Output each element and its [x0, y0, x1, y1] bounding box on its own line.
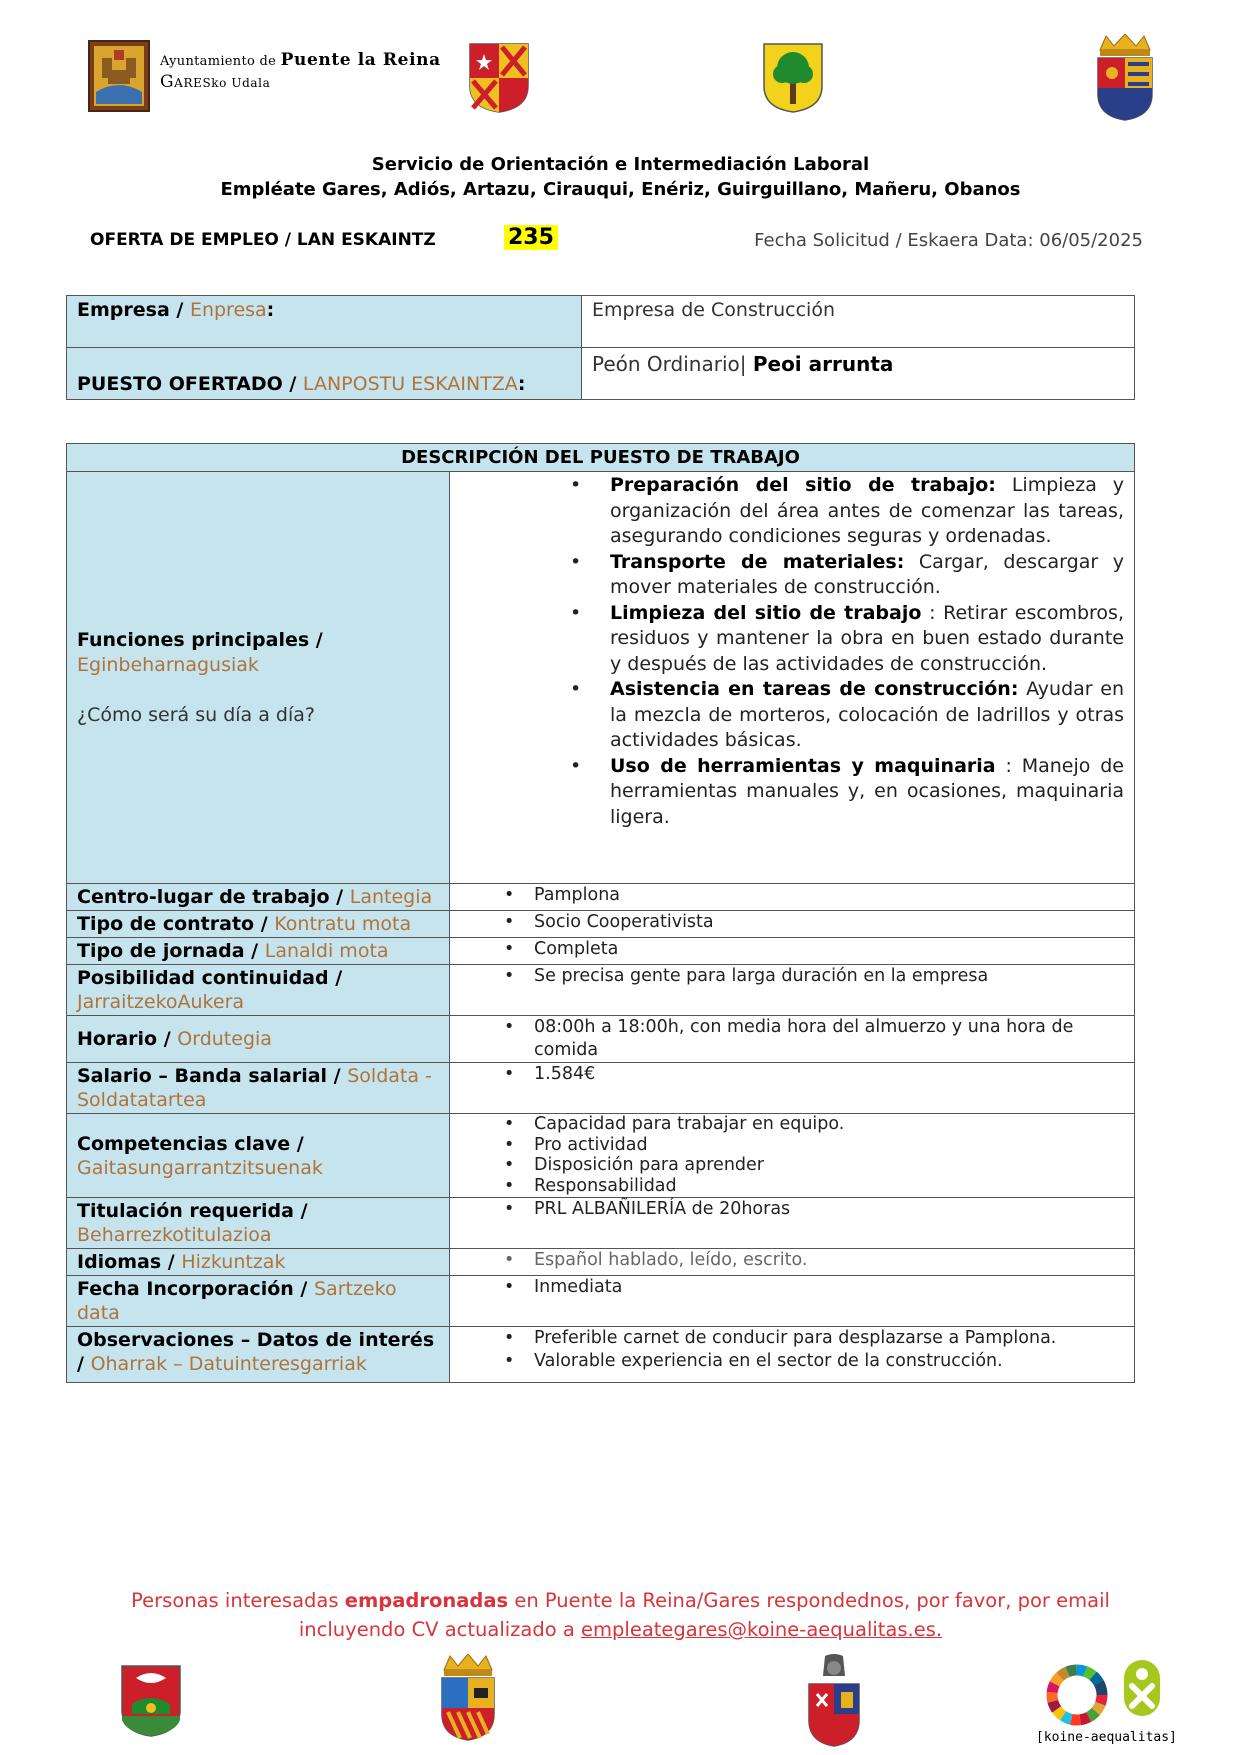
row-label: Observaciones – Datos de interés: [77, 1329, 435, 1351]
row-value-list: [450, 965, 1134, 988]
town-name: [160, 50, 441, 92]
funcion-text: : Manejo de herramientas manuales y, en ocasiones, maquinaria ligera.: [610, 754, 1124, 828]
manieru-crest: [805, 1654, 863, 1752]
town-prefix: Ayuntamiento de: [160, 54, 277, 69]
row-value-item: • Se precisa gente para larga duración en la empresa: [450, 965, 1134, 988]
eneriz-crest: [120, 1664, 182, 1742]
empresa-label-eu: Enpresa: [189, 299, 267, 321]
puesto-label-cell: PUESTO OFERTADO / LANPOSTU ESKAINTZA:: [67, 348, 582, 400]
funcion-text: Ayudar en la mezcla de morteros, colocación de ladrillos y otras actividades básicas.: [610, 678, 1124, 751]
town-name-main: Puente la Reina: [280, 50, 441, 70]
description-header: DESCRIPCIÓN DEL PUESTO DE TRABAJO: [67, 444, 1135, 472]
row-label-cell: Tipo de contrato / Kontratu mota: [67, 911, 450, 938]
footer-text-bold: empadronadas: [344, 1589, 509, 1612]
row-value-cell: [450, 1276, 1135, 1327]
row-value-item: • Responsabilidad: [450, 1176, 1134, 1197]
row-value-cell: [450, 1327, 1135, 1383]
row-label-cell: Horario / Ordutegia: [67, 1016, 450, 1063]
row-label-cell: Salario – Banda salarial / Soldata - Soldatatartea: [67, 1063, 450, 1114]
service-title: Servicio de Orientación e Intermediación Laboral: [371, 154, 870, 175]
row-label-eu: Gaitasungarrantzitsuenak: [77, 1156, 323, 1179]
description-row: [67, 1063, 1135, 1114]
row-value-item: • 1.584€: [450, 1063, 1134, 1086]
row-label-eu: Beharrezkotitulazioa: [77, 1224, 272, 1246]
funcion-title: Asistencia en tareas de construcción:: [610, 678, 1019, 700]
row-label-eu: Lanaldi mota: [264, 940, 389, 962]
funciones-label: Funciones principales /: [77, 628, 323, 651]
row-value-item: • Español hablado, leído, escrito.: [450, 1249, 1134, 1272]
funcion-item: [450, 601, 1134, 678]
row-value-cell: [450, 1114, 1135, 1198]
row-value-list: [450, 1249, 1134, 1272]
row-label: Posibilidad continuidad: [77, 967, 329, 989]
row-value-item: • Pamplona: [450, 884, 1134, 907]
row-label: Centro-lugar de trabajo: [77, 886, 330, 908]
row-value-item: • 08:00h a 18:00h, con media hora del almuerzo y una hora de comida: [450, 1016, 1134, 1062]
row-label-eu: Ordutegia: [177, 1028, 272, 1050]
funciones-question: ¿Cómo será su día a día?: [77, 703, 315, 726]
funcion-title: Limpieza del sitio de trabajo: [610, 601, 922, 624]
offer-date: Fecha Solicitud / Eskaera Data: 06/05/2025: [754, 230, 1143, 251]
row-label: Fecha Incorporación: [77, 1278, 294, 1300]
row-label-eu: Oharrak – Datuinteresgarriak: [90, 1353, 367, 1375]
row-value-list: [450, 1114, 1134, 1196]
artazu-crest: [762, 42, 824, 118]
funcion-item: [450, 550, 1134, 601]
koine-logo: [1124, 1660, 1160, 1720]
row-value-item: • Completa: [450, 938, 1134, 961]
row-label-eu: Lantegia: [349, 886, 433, 908]
row-value-item: • Inmediata: [450, 1276, 1134, 1299]
funciones-list: [450, 472, 1134, 830]
description-row: [67, 1114, 1135, 1198]
row-value-cell: [450, 1016, 1135, 1063]
offer-row: [90, 226, 1143, 252]
puesto-value: Peón Ordinario: [592, 352, 740, 376]
footer-email-link[interactable]: empleategares@koine-aequalitas.es.: [581, 1618, 943, 1641]
offer-label: OFERTA DE EMPLEO / LAN ESKAINTZ: [90, 230, 436, 250]
funcion-item: [450, 754, 1134, 831]
town-name-eu: Gares: [160, 72, 212, 92]
puesto-label: PUESTO OFERTADO: [77, 373, 283, 395]
town-suffix-eu: ko Udala: [211, 76, 271, 90]
funcion-item: [450, 473, 1134, 550]
description-table: [66, 443, 1135, 1383]
row-value-cell: [450, 1249, 1135, 1276]
funciones-cell: [450, 472, 1135, 884]
description-row: [67, 1276, 1135, 1327]
guirguillano-crest: [436, 1654, 500, 1746]
description-row: [67, 1198, 1135, 1249]
row-value-item: • Disposición para aprender: [450, 1155, 1134, 1176]
puente-la-reina-crest: [88, 40, 150, 116]
row-value-item: • Capacidad para trabajar en equipo.: [450, 1114, 1134, 1135]
empresa-label-cell: Empresa / Enpresa:: [67, 296, 582, 348]
row-value-item: • Valorable experiencia en el sector de la construcción.: [450, 1350, 1134, 1373]
row-value-item: • PRL ALBAÑILERÍA de 20horas: [450, 1198, 1134, 1221]
row-label-eu: Hizkuntzak: [181, 1251, 286, 1273]
row-label-cell: Tipo de jornada / Lanaldi mota: [67, 938, 450, 965]
row-value-item: • Socio Cooperativista: [450, 911, 1134, 934]
row-label-cell: Competencias clave / Gaitasungarrantzitsuenak: [67, 1114, 450, 1198]
row-value-list: [450, 938, 1134, 961]
row-value-cell: [450, 911, 1135, 938]
row-value-cell: [450, 965, 1135, 1016]
funcion-item: [450, 677, 1134, 754]
funcion-text: Limpieza y organización del área antes de comenzar las tareas, asegurando condiciones seguras y ordenadas.: [610, 474, 1124, 547]
row-label-cell: Observaciones – Datos de interés / Oharrak – Datuinteresgarriak: [67, 1327, 450, 1383]
description-row: [67, 911, 1135, 938]
description-row: [67, 1327, 1135, 1383]
footer-note: [0, 1586, 1241, 1644]
row-value-list: [450, 1327, 1134, 1373]
puesto-value-cell: Peón Ordinario| Peoi arrunta: [582, 348, 1135, 400]
funcion-text: Cargar, descargar y mover materiales de construcción.: [610, 550, 1124, 598]
sdg-wheel-icon: [1044, 1662, 1110, 1732]
row-value-list: [450, 1198, 1134, 1221]
funcion-text: : Retirar escombros, residuos y mantener la obra en buen estado durante y después de las actividades de construcción.: [610, 601, 1124, 675]
row-value-cell: [450, 938, 1135, 965]
description-row: [67, 884, 1135, 911]
puesto-label-eu: LANPOSTU ESKAINTZA: [302, 373, 518, 395]
row-label: Tipo de jornada: [77, 940, 245, 962]
row-label-cell: Titulación requerida / Beharrezkotitulazioa: [67, 1198, 450, 1249]
offer-number: 235: [504, 225, 558, 250]
row-value-item: • Pro actividad: [450, 1135, 1134, 1156]
row-label: Salario – Banda salarial: [77, 1065, 328, 1087]
row-value-cell: [450, 1063, 1135, 1114]
funciones-label-cell: [67, 472, 450, 884]
row-label: Competencias clave: [77, 1132, 291, 1155]
row-value-list: [450, 884, 1134, 907]
row-label-eu: JarraitzekoAukera: [77, 991, 245, 1013]
service-subtitle: Empléate Gares, Adiós, Artazu, Cirauqui, Enériz, Guirguillano, Mañeru, Obanos: [220, 179, 1021, 200]
cirauqui-crest: [1092, 34, 1158, 126]
row-value-cell: [450, 1198, 1135, 1249]
funcion-title: Transporte de materiales:: [610, 550, 905, 573]
row-label-eu: Soldata - Soldatatartea: [77, 1065, 432, 1111]
description-row: [67, 1016, 1135, 1063]
row-value-item: • Preferible carnet de conducir para desplazarse a Pamplona.: [450, 1327, 1134, 1350]
description-row: [67, 1249, 1135, 1276]
row-value-list: [450, 911, 1134, 934]
empresa-value: Empresa de Construcción: [582, 296, 1135, 348]
footer-text-2: en Puente la Reina/Gares respondednos, por favor, por email: [508, 1589, 1110, 1612]
row-label-cell: Centro-lugar de trabajo / Lantegia: [67, 884, 450, 911]
row-label-cell: Fecha Incorporación / Sartzeko data: [67, 1276, 450, 1327]
description-row: [67, 938, 1135, 965]
puesto-value-eu: Peoi arrunta: [752, 352, 894, 376]
row-label: Idiomas: [77, 1251, 162, 1273]
footer-text-3: incluyendo CV actualizado a: [298, 1618, 582, 1641]
koine-label: [koine-aequalitas]: [1036, 1730, 1177, 1745]
row-value-cell: [450, 884, 1135, 911]
row-label-cell: Idiomas / Hizkuntzak: [67, 1249, 450, 1276]
row-label-cell: Posibilidad continuidad / JarraitzekoAukera: [67, 965, 450, 1016]
row-label: Tipo de contrato: [77, 913, 255, 935]
row-value-list: [450, 1063, 1134, 1086]
description-row: [67, 965, 1135, 1016]
row-value-list: [450, 1276, 1134, 1299]
row-label-eu: Kontratu mota: [274, 913, 412, 935]
funciones-label-eu: Eginbeharnagusiak: [77, 653, 259, 676]
row-label: Titulación requerida: [77, 1200, 294, 1222]
row-label: Horario: [77, 1028, 158, 1050]
adios-crest: [468, 42, 530, 118]
row-label-eu: Sartzeko data: [77, 1278, 397, 1324]
funcion-title: Uso de herramientas y maquinaria: [610, 754, 996, 777]
company-table: [66, 295, 1135, 400]
empresa-label: Empresa: [77, 299, 170, 321]
row-value-list: [450, 1016, 1134, 1062]
footer-text-1: Personas interesadas: [131, 1589, 345, 1612]
funcion-title: Preparación del sitio de trabajo:: [610, 474, 996, 496]
